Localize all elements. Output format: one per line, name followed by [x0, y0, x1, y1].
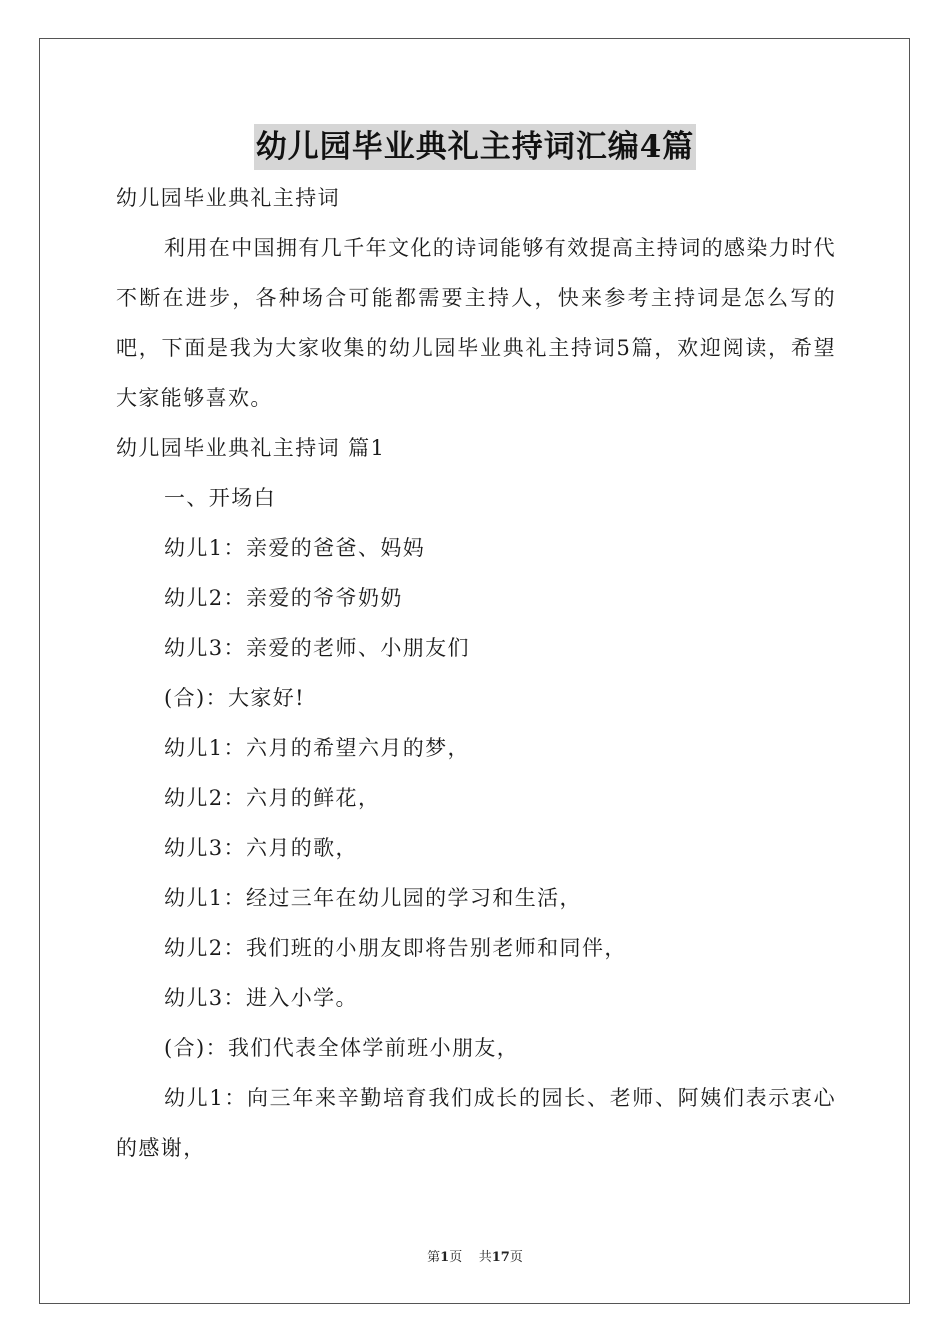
- footer-prefix: 第: [427, 1250, 441, 1265]
- document-body: [116, 173, 836, 1173]
- document-title: [0, 124, 950, 170]
- script-line: (合)：大家好!: [164, 686, 306, 710]
- footer-total-prefix: 共: [478, 1250, 492, 1265]
- page-footer: [0, 1246, 950, 1265]
- script-line: 幼儿3：亲爱的老师、小朋友们: [164, 636, 470, 660]
- document-title-text: 幼儿园毕业典礼主持词汇编4篇: [254, 124, 697, 170]
- script-line: 幼儿1：六月的希望六月的梦，: [164, 736, 470, 760]
- script-line: 幼儿2：六月的鲜花，: [164, 786, 381, 810]
- script-line: 一、开场白: [164, 486, 276, 510]
- footer-page-suffix: 页: [449, 1250, 463, 1265]
- footer-total-pages: 17: [491, 1250, 510, 1265]
- script-line: (合)：我们代表全体学前班小朋友，: [164, 1036, 520, 1060]
- footer-total-suffix: 页: [509, 1250, 523, 1265]
- script-line: 幼儿2：我们班的小朋友即将告别老师和同伴，: [164, 936, 627, 960]
- section-heading: 幼儿园毕业典礼主持词: [116, 186, 340, 210]
- script-paragraph: 幼儿1：向三年来辛勤培育我们成长的园长、老师、阿姨们表示衷心的感谢，: [116, 1086, 836, 1160]
- script-line: 幼儿3：六月的歌，: [164, 836, 358, 860]
- footer-page-number: 1: [440, 1250, 450, 1265]
- script-line: 幼儿2：亲爱的爷爷奶奶: [164, 586, 403, 610]
- script-line: 幼儿3：进入小学。: [164, 986, 358, 1010]
- intro-paragraph: 利用在中国拥有几千年文化的诗词能够有效提高主持词的感染力时代不断在进步，各种场合可能都需要主持人，快来参考主持词是怎么写的吧，下面是我为大家收集的幼儿园毕业典礼主持词5篇，欢迎阅读，希望大家能够喜欢。: [116, 236, 836, 410]
- section-heading-part1: 幼儿园毕业典礼主持词 篇1: [116, 436, 386, 460]
- script-line: 幼儿1：经过三年在幼儿园的学习和生活，: [164, 886, 582, 910]
- script-line: 幼儿1：亲爱的爸爸、妈妈: [164, 536, 426, 560]
